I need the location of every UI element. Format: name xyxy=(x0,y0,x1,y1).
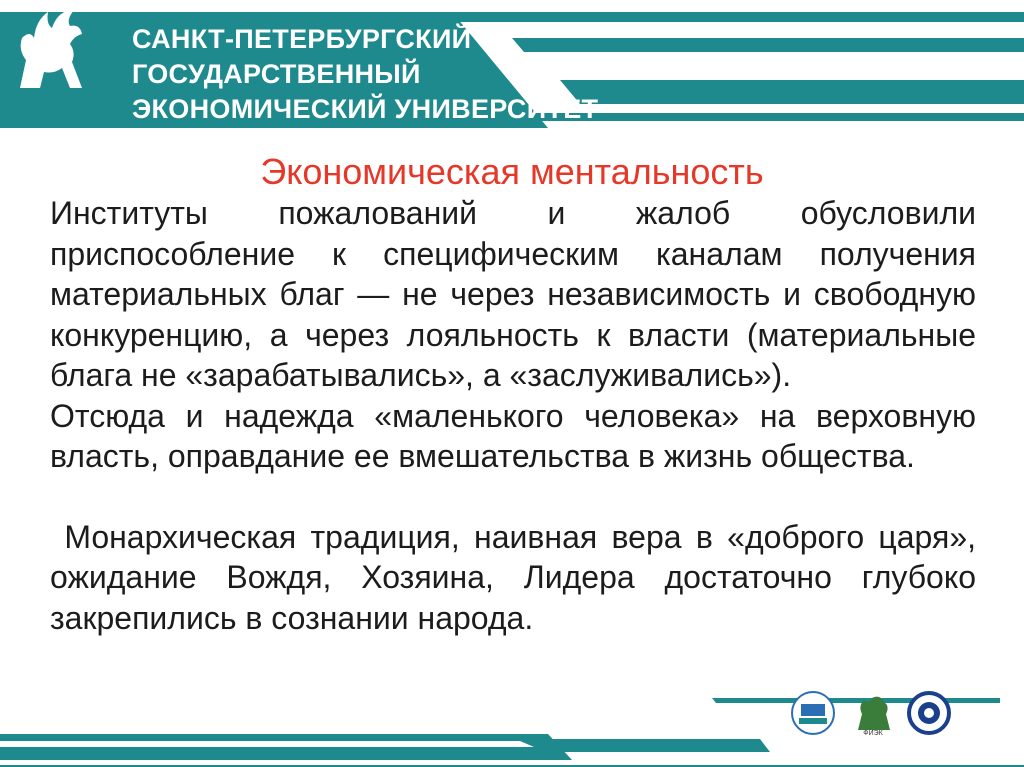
university-name-line-3: ЭКОНОМИЧЕСКИЙ УНИВЕРСИТЕТ xyxy=(132,94,599,124)
griffin-icon xyxy=(0,0,100,100)
slide-body xyxy=(50,193,985,638)
footer-banner xyxy=(0,690,1024,767)
slide-title: Экономическая ментальность xyxy=(260,151,764,192)
emblem-left-icon xyxy=(790,690,836,736)
university-name-line-1: САНКТ-ПЕТЕРБУРГСКИЙ xyxy=(132,24,472,54)
emblem-middle-caption: ФИЭК xyxy=(863,730,883,736)
header-banner xyxy=(0,0,1024,140)
university-name-line-2: ГОСУДАРСТВЕННЫЙ xyxy=(132,59,421,89)
paragraph-spacer xyxy=(50,477,976,517)
paragraph-3: Монархическая традиция, наивная вера в «доброго царя», ожидание Вождя, Хозяина, Лидера достаточно глубоко закрепились в сознании народа. xyxy=(50,518,985,636)
university-name xyxy=(132,22,598,127)
paragraph-1: Институты пожалований и жалоб обусловили приспособление к специфическим каналам получения материальных благ — не через независимость и свободную конкуренцию, а через лояльность к власти (материальные блага не «зарабатывались», а «заслуживались»). xyxy=(50,195,976,393)
paragraph-2: Отсюда и надежда «маленького человека» на верховную власть, оправдание ее вмешательства в жизнь общества. xyxy=(50,397,976,474)
emblem-right-icon xyxy=(906,690,952,736)
emblem-middle-icon xyxy=(850,690,896,736)
